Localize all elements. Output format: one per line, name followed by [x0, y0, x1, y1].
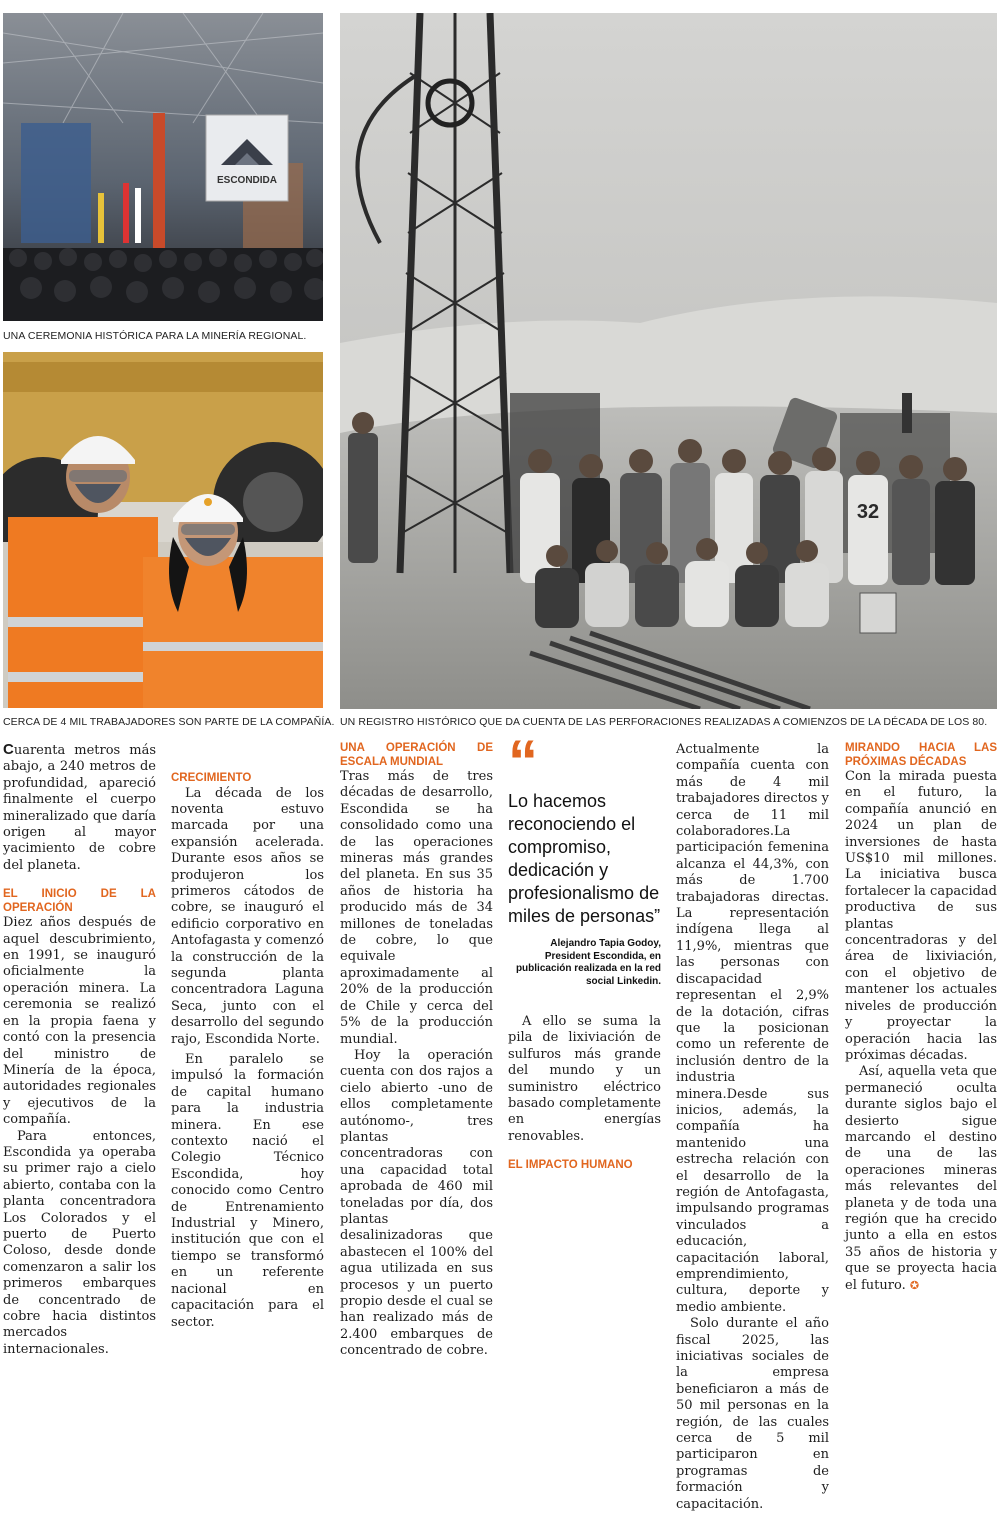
mirando-paragraph-1: Con la mirada puesta en el futuro, la compañía anunció en 2024 un plan de inversiones de hasta US$10 mil millones. La iniciativa busca fortalecer la capacidad productiva de sus plantas concentradoras y del área de lixiviación, con el objetivo de mantener los actuales niveles de producción y proyectar la operación hacia las próximas décadas. [845, 769, 997, 1063]
ceremony-photo [3, 13, 323, 321]
article-column-6 [845, 742, 997, 1294]
workers-caption: CERCA DE 4 MIL TRABAJADORES SON PARTE DE LA COMPAÑÍA. [3, 716, 335, 728]
escala-paragraph-1: Tras más de tres décadas de desarrollo, Escondida se ha consolidado como una de las operaciones mineras más grandes del planeta. En sus 35 años de historia ha producido más de 34 millones de toneladas de cobre, lo que equivale aproximadamente al 20% de la producción de Chile y cerca del 5% de la producción mundial. [340, 769, 493, 1047]
mirando-paragraph-2 [845, 1064, 997, 1294]
pull-quote: Lo hacemos reconociendo el compromiso, dedicación y profesionalismo de miles de personas” [508, 791, 661, 926]
quote-source-line-2: social Linkedin. [585, 975, 661, 987]
escondida-banner-text: ESCONDIDA [216, 175, 278, 186]
intro-paragraph [3, 742, 156, 874]
drop-cap: C [3, 741, 14, 758]
end-mark-icon: ✪ [909, 1278, 920, 1292]
quote-attribution [508, 938, 661, 988]
escala-paragraph-2: Hoy la operación cuenta con dos rajos a cielo abierto -uno de ellos completamente autónomo-, tres plantas concentradoras con una capacidad total aprobada de 460 mil toneladas por día, dos plantas desalinizadoras que abastecen el 100% del agua utilizada en sus procesos y un puerto propio desde el cual se han realizado más de 2.400 embarques de concentrado de cobre. [340, 1047, 493, 1359]
heading-crecimiento: CRECIMIENTO [171, 772, 252, 784]
impacto-paragraph-2: Solo durante el año fiscal 2025, las iniciativas sociales de la empresa beneficiaron a más de 50 mil personas en la región, de las cuales cerca de 5 mil participaron en programas de formación y capacitación. [676, 1316, 829, 1512]
article-column-1 [3, 742, 156, 1358]
article-column-5 [676, 742, 829, 1513]
quote-source-line-1: publicación realizada en la red [515, 963, 661, 974]
inicio-paragraph-1: Diez años después de aquel descubrimiento, en 1991, se inauguró oficialmente la operación minera. La ceremonia se realizó en la propia faena y contó con la presencia del ministro de Minería de la época, autoridades regionales y ejecutivos de la compañía. [3, 915, 156, 1128]
inicio-paragraph-2: Para entonces, Escondida ya operaba su primer rajo a cielo abierto, contaba con la planta concentradora Los Colorados y el puerto de Puerto Coloso, desde donde comenzaron a salir los primeros embarques de concentrado de cobre hacia distintos mercados internacionales. [3, 1128, 156, 1357]
drilling-caption: UN REGISTRO HISTÓRICO QUE DA CUENTA DE LAS PERFORACIONES REALIZADAS A COMIENZOS DE LA DÉCADA DE LOS 80. [340, 716, 988, 728]
crecimiento-paragraph-2: En paralelo se impulsó la formación de capital humano para la industria minera. En ese contexto nació el Colegio Técnico Escondida, hoy conocido como Centro de Entrenamiento Industrial y Minero, institución que con el tiempo se transformó en un referente nacional en capacitación para el sector. [171, 1052, 324, 1330]
workers-photo [3, 352, 323, 708]
heading-mirando: MIRANDO HACIA LAS PRÓXIMAS DÉCADAS [845, 742, 997, 768]
ceremony-caption: UNA CEREMONIA HISTÓRICA PARA LA MINERÍA REGIONAL. [3, 330, 307, 342]
heading-escala: UNA OPERACIÓN DE ESCALA MUNDIAL [340, 742, 493, 768]
intro-text: uarenta metros más abajo, a 240 metros de profundidad, apareció finalmente el cuerpo mineralizado que daría origen al mayor yacimiento de cobre del planeta. [3, 743, 156, 873]
article-column-3 [340, 742, 493, 1360]
quote-role: President Escondida, en [544, 950, 661, 962]
quote-author: Alejandro Tapia Godoy, [550, 938, 661, 949]
article-column-2 [171, 742, 324, 1331]
jersey-number: 32 [856, 501, 880, 523]
heading-impacto: EL IMPACTO HUMANO [508, 1159, 633, 1172]
mirando-paragraph-2-text: Así, aquella veta que permaneció oculta durante siglos bajo el desierto sigue marcando el destino de una de las operaciones mineras más relevantes del planeta y de toda una región que ha crecido junto a ella en estos 35 años de historia y que se proyecta hacia el futuro. [845, 1064, 997, 1293]
drilling-photo [340, 13, 997, 709]
article-column-4 [508, 728, 661, 1173]
crecimiento-paragraph-1: La década de los noventa estuvo marcada por una expansión acelerada. Durante esos años se produjeron los primeros cátodos de cobre, se inauguró el edificio corporativo en Antofagasta y comenzó la construcción de la segunda planta concentradora Laguna Seca, junto con el desarrollo del segundo rajo, Escondida Norte. [171, 785, 324, 1047]
impacto-paragraph-1: Actualmente la compañía cuenta con más de 4 mil trabajadores directos y cerca de 11 mil colaboradores.La participación femenina alcanza el 44,3%, con más de 1.700 trabajadoras directas. La representación indígena llega al 11,9%, mientras que las personas con discapacidad representan el 2,9% de la dotación, cifras que la posicionan como un referente de inclusión dentro de la industria minera.Desde sus inicios, además, la compañía ha mantenido una estrecha relación con el desarrollo de la región de Antofagasta, impulsando programas vinculados a educación, capacitación laboral, emprendimiento, cultura, deporte y medio ambiente. [676, 742, 829, 1315]
quote-mark-icon: “ [508, 728, 538, 795]
heading-inicio: EL INICIO DE LA OPERACIÓN [3, 888, 156, 914]
renewables-paragraph: A ello se suma la pila de lixiviación de sulfuros más grande del mundo y un suministro eléctrico basado completamente en energías renovables. [508, 1014, 661, 1144]
